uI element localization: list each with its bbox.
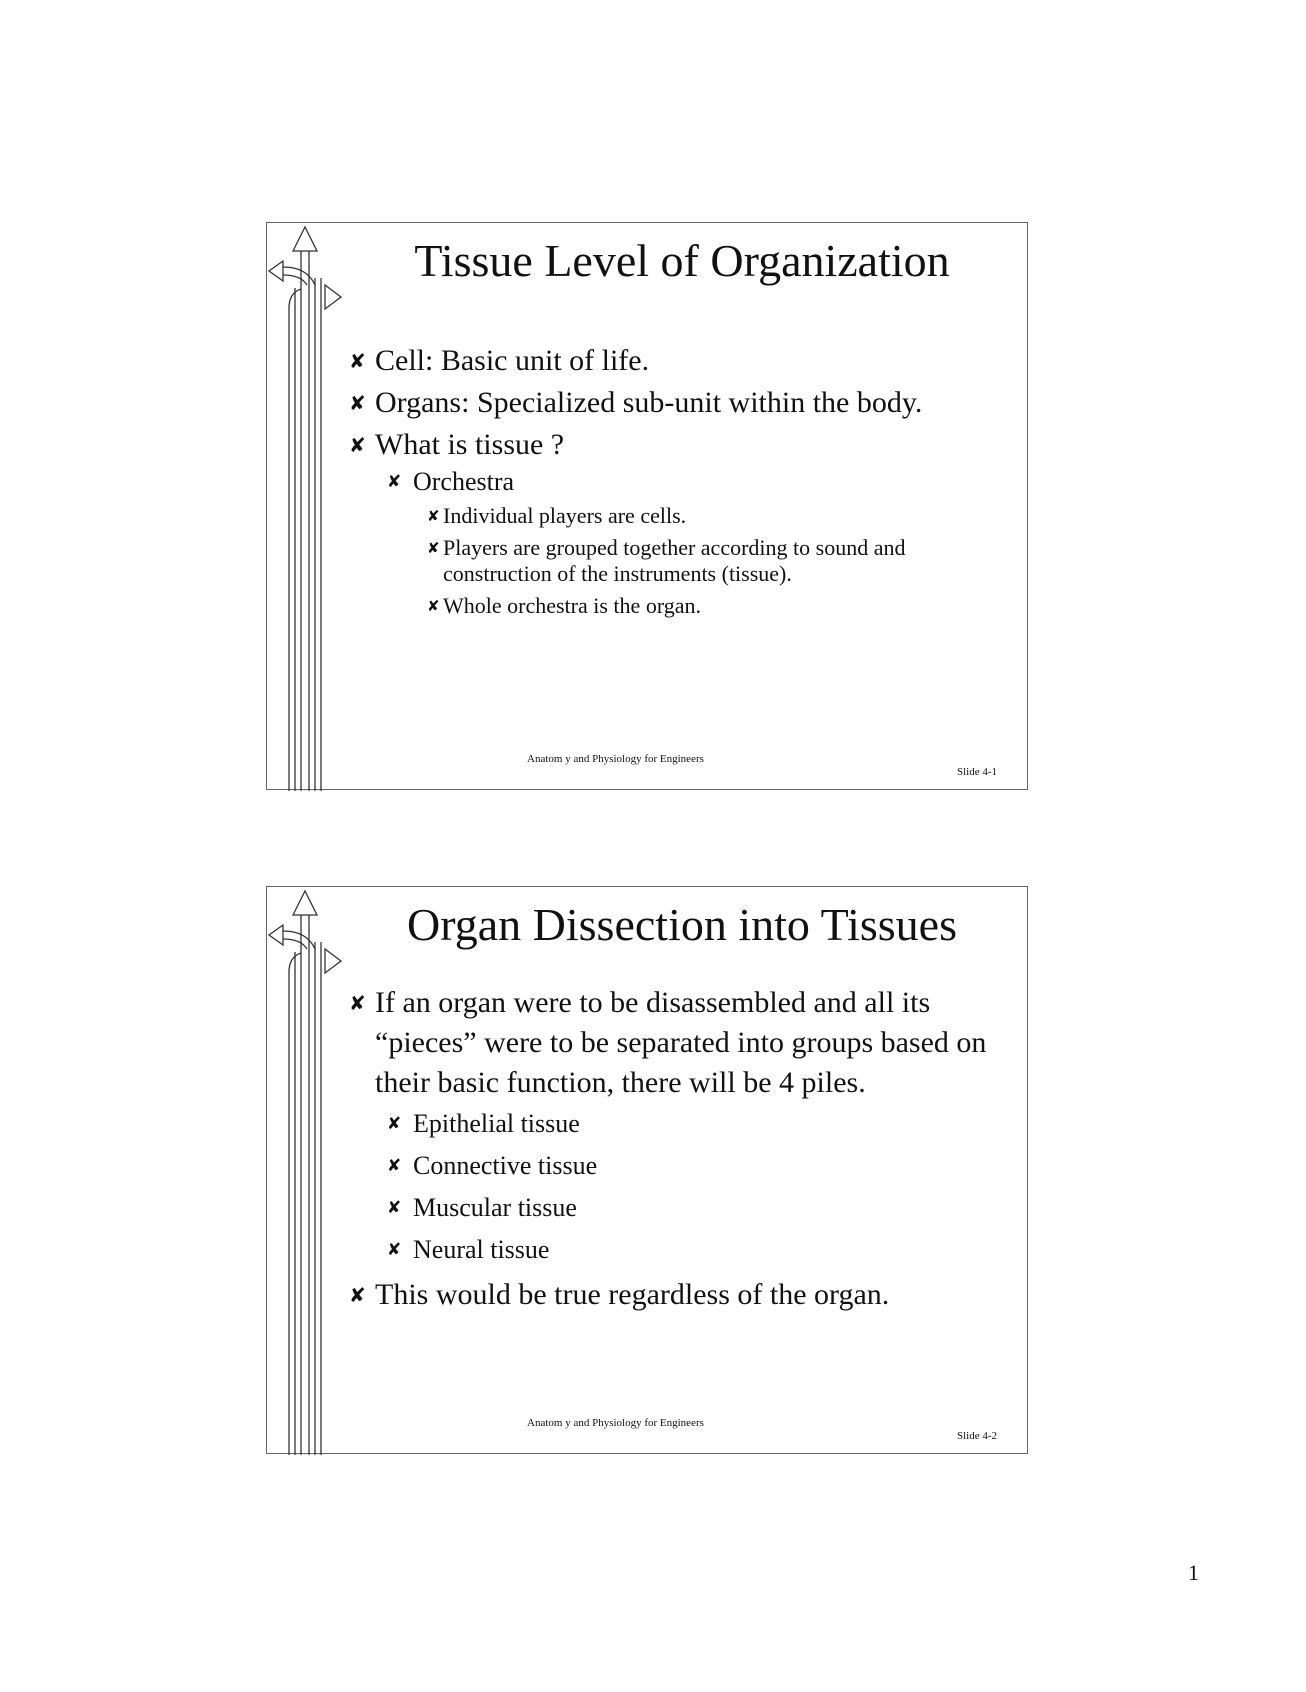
bullet-text: This would be true regardless of the organ. (375, 1278, 890, 1311)
bullet-icon: ✘ (349, 433, 366, 457)
sub-bullet-item (387, 1191, 1013, 1225)
bullet-icon: ✘ (387, 472, 402, 492)
bullet-icon: ✘ (427, 539, 440, 557)
sub-sub-bullet-item (427, 593, 1013, 619)
bullet-icon: ✘ (387, 1240, 402, 1260)
bullet-icon: ✘ (387, 1156, 402, 1176)
bullet-text: Neural tissue (413, 1235, 550, 1264)
bullet-text: Muscular tissue (413, 1193, 577, 1222)
bullet-item (349, 341, 1013, 381)
slide-2 (266, 886, 1028, 1454)
bullet-icon: ✘ (349, 391, 366, 415)
bullet-list (349, 983, 1013, 1315)
bullet-item (349, 983, 1013, 1103)
bullet-text: Cell: Basic unit of life. (375, 344, 650, 377)
bullet-item (349, 425, 1013, 465)
bullet-text: Whole orchestra is the organ. (443, 593, 702, 618)
slide-title: Organ Dissection into Tissues (407, 899, 957, 950)
bullet-item (349, 1275, 1013, 1315)
slide-1 (266, 222, 1028, 790)
arrow-decoration-icon (267, 223, 357, 791)
slide-number: Slide 4-1 (956, 766, 997, 778)
bullet-list (349, 341, 1013, 619)
sub-sub-bullet-item (427, 503, 1013, 529)
bullet-text: If an organ were to be disassembled and all its “pieces” were to be separated into groups based on their basic function, there will be 4 piles. (375, 986, 987, 1099)
sub-bullet-item (387, 465, 1013, 499)
bullet-text: Connective tissue (413, 1151, 598, 1180)
slide-footer: Anatom y and Physiology for Engineers (527, 753, 704, 765)
bullet-text: Orchestra (413, 467, 515, 496)
sub-bullet-item (387, 1149, 1013, 1183)
bullet-icon: ✘ (349, 349, 366, 373)
bullet-icon: ✘ (387, 1114, 402, 1134)
bullet-text: Organs: Specialized sub-unit within the body. (375, 386, 923, 419)
bullet-text: Epithelial tissue (413, 1109, 580, 1138)
bullet-icon: ✘ (427, 597, 440, 615)
sub-bullet-item (387, 1107, 1013, 1141)
bullet-icon: ✘ (387, 1198, 402, 1218)
bullet-item (349, 383, 1013, 423)
sub-bullet-item (387, 1233, 1013, 1267)
slide-number: Slide 4-2 (956, 1430, 997, 1442)
bullet-text: Players are grouped together according to sound and construction of the instruments (tissue). (443, 535, 906, 586)
arrow-decoration-icon (267, 887, 357, 1455)
bullet-text: Individual players are cells. (443, 503, 687, 528)
slide-title: Tissue Level of Organization (414, 235, 950, 286)
bullet-text: What is tissue ? (375, 428, 565, 461)
bullet-icon: ✘ (349, 991, 366, 1015)
bullet-icon: ✘ (349, 1283, 366, 1307)
slide-footer: Anatom y and Physiology for Engineers (527, 1417, 704, 1429)
sub-sub-bullet-item (427, 535, 1013, 587)
bullet-icon: ✘ (427, 507, 440, 525)
page-number: 1 (1188, 1560, 1199, 1585)
